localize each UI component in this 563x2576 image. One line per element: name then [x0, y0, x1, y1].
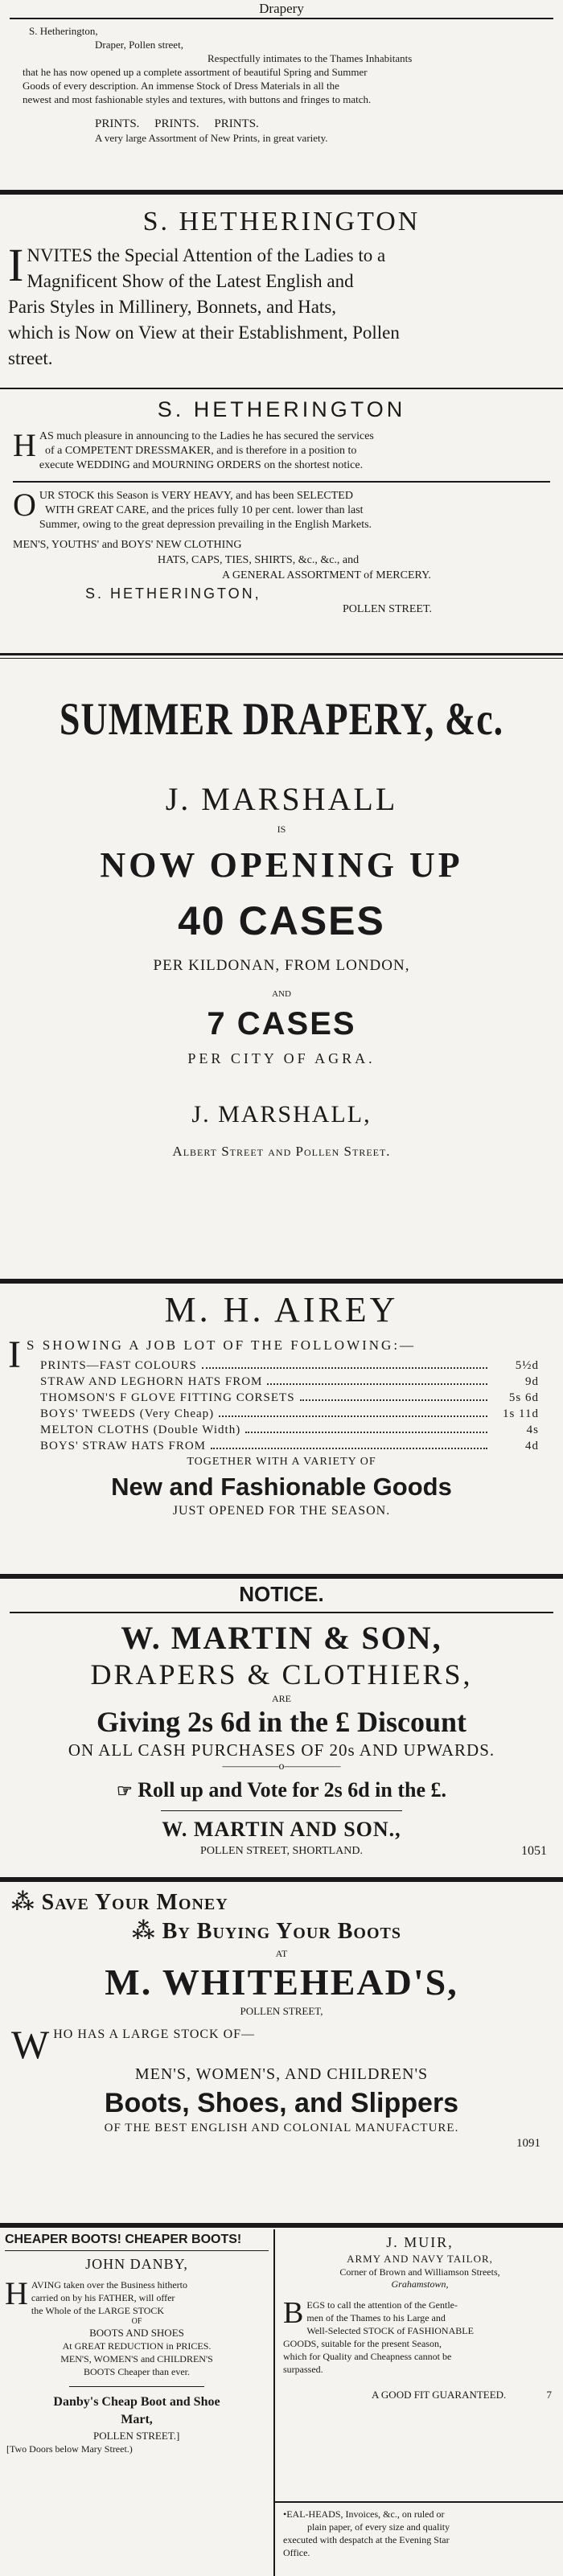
- rule-8: [275, 2501, 563, 2503]
- ad5-price-list: [40, 1358, 539, 1454]
- price-list-price: 5½d: [515, 1359, 539, 1372]
- ad6-short-rule: [161, 1810, 402, 1811]
- ad10-text4: Office.: [283, 2547, 310, 2558]
- section-title: Drapery: [259, 1, 304, 16]
- ad9-corner2: Grahamstown,: [391, 2278, 449, 2290]
- rule-5: [0, 1574, 563, 1579]
- ad8-of: OF: [131, 2317, 142, 2326]
- ad9-fit: A GOOD FIT GUARANTEED.: [372, 2389, 507, 2401]
- price-list-price: 5s 6d: [508, 1391, 539, 1404]
- header-rule: [10, 18, 553, 19]
- ad7-at: AT: [275, 1948, 288, 1959]
- ad10-text3: executed with despatch at the Evening Star: [283, 2534, 450, 2545]
- price-list-row: [40, 1438, 539, 1454]
- ad8-short-rule: [69, 2386, 204, 2387]
- ad3-name: S. HETHERINGTON: [157, 397, 406, 421]
- ad2-text3: Paris Styles in Millinery, Bonnets, and Hats,: [8, 297, 337, 317]
- price-list-item: STRAW AND LEGHORN HATS FROM: [40, 1375, 263, 1388]
- ad4-opening: NOW OPENING UP: [100, 845, 463, 885]
- ad8-text1: AVING taken over the Business hitherto: [31, 2279, 187, 2290]
- ad6-cash: ON ALL CASH PURCHASES OF 20s AND UPWARDS.: [68, 1740, 495, 1760]
- ad4-cases40: 40 CASES: [178, 898, 385, 943]
- ad9-text6: surpassed.: [283, 2364, 323, 2375]
- rule-6: [0, 1877, 563, 1882]
- price-list-item: PRINTS—FAST COLOURS: [40, 1359, 197, 1372]
- ad-airey: [8, 1290, 555, 1520]
- ad-danby: [5, 2231, 269, 2455]
- ad1-line1: Draper, Pollen street,: [95, 39, 183, 51]
- ad6-giving: Giving 2s 6d in the £ Discount: [96, 1706, 467, 1738]
- ad2-text5: street.: [8, 348, 53, 368]
- ad4-per2: PER CITY OF AGRA.: [187, 1050, 376, 1066]
- page-header: [0, 0, 563, 18]
- ad9-text4: GOODS, suitable for the present Season,: [283, 2338, 442, 2349]
- ad7-line1: Save Your Money: [41, 1890, 228, 1915]
- ad6-notice: NOTICE.: [239, 1582, 324, 1606]
- price-list-item: THOMSON'S F GLOVE FITTING CORSETS: [40, 1391, 295, 1404]
- price-list-row: [40, 1358, 539, 1374]
- ad10-text2: plain paper, of every size and quality: [307, 2521, 450, 2533]
- ad3-sig-name: S. HETHERINGTON,: [85, 585, 261, 602]
- ad6-roll: Roll up and Vote for 2s 6d in the £.: [138, 1778, 447, 1802]
- ad5-season: JUST OPENED FOR THE SEASON.: [172, 1504, 391, 1518]
- ad8-rule: [5, 2250, 269, 2251]
- ad-marshall: [0, 666, 563, 1161]
- ad3-text2: of a COMPETENT DRESSMAKER, and is therefore in a position to: [45, 445, 357, 457]
- ad7-name: M. WHITEHEAD'S,: [105, 1962, 458, 2003]
- ad8-text2: carried on by his FATHER, will offer: [31, 2292, 175, 2303]
- ad2-text4: which is Now on View at their Establishment, Pollen: [8, 323, 400, 343]
- ad6-are: ARE: [272, 1693, 291, 1704]
- ad-muir: [283, 2233, 557, 2403]
- ad4-per1: PER KILDONAN, FROM LONDON,: [153, 957, 410, 974]
- ad9-trade: ARMY AND NAVY TAILOR,: [347, 2253, 493, 2265]
- ad7-text2: MEN'S, WOMEN'S, AND CHILDREN'S: [134, 2065, 429, 2083]
- ad-evening-star: [283, 2508, 557, 2559]
- asterism-icon: ⁂: [132, 1919, 156, 1944]
- ad8-note: [Two Doors below Mary Street.): [6, 2443, 133, 2455]
- ad2-dropcap: I: [8, 239, 24, 291]
- ad6-rule: [10, 1612, 553, 1613]
- ad8-text7: BOOTS Cheaper than ever.: [84, 2366, 190, 2377]
- leader-dots: [211, 1448, 487, 1449]
- ad9-corner1: Corner of Brown and Williamson Streets,: [339, 2266, 500, 2278]
- ad6-name: W. MARTIN & SON,: [121, 1620, 442, 1656]
- ad3-clothing2: HATS, CAPS, TIES, SHIRTS, &c., &c., and: [158, 554, 360, 566]
- price-list-row: [40, 1406, 539, 1422]
- ad3-inner-rule: [13, 481, 550, 483]
- ad1-line4: Goods of every description. An immense Stock of Dress Materials in all the: [23, 80, 339, 92]
- ad1-line2: Respectfully intimates to the Thames Inhabitants: [208, 52, 413, 64]
- rule-4: [0, 1279, 563, 1284]
- ad-hetherington-millinery: [8, 206, 555, 372]
- ad1-line5: newest and most fashionable styles and textures, with buttons and fringes to match.: [23, 93, 372, 105]
- ad9-name: J. MUIR,: [386, 2234, 454, 2250]
- ad6-ornament: —————o—————: [222, 1760, 341, 1773]
- ad3-stock2: WITH GREAT CARE, and the prices fully 10 per cent. lower than last: [45, 504, 364, 516]
- ad1-prints: PRINTS. PRINTS. PRINTS.: [95, 117, 259, 130]
- ad1-name: S. Hetherington,: [29, 25, 98, 37]
- ad5-name: M. H. AIREY: [164, 1290, 399, 1329]
- ad9-text5: which for Quality and Cheapness cannot be: [283, 2351, 452, 2362]
- leader-dots: [245, 1432, 487, 1433]
- price-list-row: [40, 1422, 539, 1438]
- ad2-name: S. HETHERINGTON: [142, 207, 421, 236]
- ad1-assortment: A very large Assortment of New Prints, in great variety.: [95, 132, 328, 144]
- ad9-fit-num: 7: [546, 2389, 552, 2401]
- ad8-text5: At GREAT REDUCTION in PRICES.: [62, 2340, 212, 2352]
- ad4-sig-name: J. MARSHALL,: [191, 1101, 372, 1128]
- ad8-mart2: Mart,: [121, 2413, 153, 2426]
- pointing-hand-icon: ☞: [116, 1781, 133, 1801]
- ad5-intro: S SHOWING A JOB LOT OF THE FOLLOWING:—: [26, 1337, 417, 1353]
- ad4-sig-address: Albert Street and Pollen Street.: [172, 1144, 391, 1159]
- leader-dots: [300, 1399, 487, 1401]
- ad9-dropcap: B: [283, 2296, 304, 2330]
- ad7-goods: Boots, Shoes, and Slippers: [104, 2088, 459, 2118]
- ad1-line3: that he has now opened up a complete assortment of beautiful Spring and Summer: [23, 66, 368, 78]
- ad7-number: 1091: [516, 2137, 540, 2150]
- ad7-line2: By Buying Your Boots: [162, 1919, 401, 1944]
- ad3-clothing3: A GENERAL ASSORTMENT of MERCERY.: [222, 569, 431, 581]
- ad8-dropcap: H: [5, 2275, 28, 2311]
- ad3-text1: AS much pleasure in announcing to the Ladies he has secured the services: [39, 430, 374, 442]
- ad7-manufacture: OF THE BEST ENGLISH AND COLONIAL MANUFACTURE.: [104, 2122, 459, 2134]
- ad4-is: IS: [277, 824, 286, 835]
- ad2-text1: NVITES the Special Attention of the Ladies to a: [27, 245, 386, 265]
- leader-dots: [219, 1415, 487, 1417]
- ad-martin: [0, 1581, 563, 1859]
- ad8-mart1: Danby's Cheap Boot and Shoe: [53, 2395, 220, 2409]
- ad8-street: POLLEN STREET.]: [93, 2430, 180, 2442]
- ad5-dropcap: I: [8, 1333, 23, 1376]
- price-list-row: [40, 1374, 539, 1390]
- ad3-dropcap2: O: [13, 487, 36, 523]
- ad4-headline: SUMMER DRAPERY, &c.: [59, 692, 504, 745]
- rule-2: [0, 388, 563, 389]
- ad5-goods: New and Fashionable Goods: [111, 1473, 452, 1501]
- ad3-stock1: UR STOCK this Season is VERY HEAVY, and has been SELECTED: [39, 490, 353, 502]
- price-list-row: [40, 1390, 539, 1406]
- ad6-sig-street: POLLEN STREET, SHORTLAND.: [200, 1845, 363, 1857]
- ad8-text6: MEN'S, WOMEN'S and CHILDREN'S: [60, 2353, 213, 2364]
- ad7-street: POLLEN STREET,: [240, 2005, 323, 2017]
- asterism-icon: ⁂: [11, 1890, 35, 1915]
- ad4-cases7: 7 CASES: [207, 1006, 356, 1041]
- leader-dots: [202, 1367, 487, 1369]
- rule-7: [0, 2223, 563, 2228]
- ad6-number: 1051: [521, 1844, 547, 1858]
- ad3-clothing1: MEN'S, YOUTHS' and BOYS' NEW CLOTHING: [13, 539, 242, 551]
- rule-3: [0, 653, 563, 659]
- ad8-text4: BOOTS AND SHOES: [89, 2327, 184, 2339]
- ad8-text3: the Whole of the LARGE STOCK: [31, 2305, 165, 2316]
- ad3-stock3: Summer, owing to the great depression prevailing in the English Markets.: [39, 519, 372, 531]
- ad3-sig-street: POLLEN STREET.: [343, 603, 432, 615]
- ad-whitehead: [11, 1888, 552, 2151]
- ad9-text3: Well-Selected STOCK of FASHIONABLE: [306, 2325, 474, 2336]
- ad9-text2: men of the Thames to his Large and: [306, 2312, 446, 2323]
- ad7-text1: HO HAS A LARGE STOCK OF—: [53, 2028, 256, 2041]
- ad2-text2: Magnificent Show of the Latest English and: [27, 271, 354, 291]
- price-list-item: BOYS' STRAW HATS FROM: [40, 1440, 207, 1452]
- price-list-price: 4d: [525, 1440, 539, 1452]
- ad9-text1: EGS to call the attention of the Gentle-: [306, 2299, 458, 2311]
- ad7-dropcap: W: [11, 2022, 51, 2067]
- price-list-price: 9d: [525, 1375, 539, 1388]
- ad4-name: J. MARSHALL: [165, 781, 398, 817]
- price-list-item: MELTON CLOTHS (Double Width): [40, 1424, 241, 1436]
- ad3-text3: execute WEDDING and MOURNING ORDERS on the shortest notice.: [39, 459, 364, 471]
- ad8-headline: CHEAPER BOOTS! CHEAPER BOOTS!: [5, 2233, 242, 2246]
- ad8-name: JOHN DANBY,: [85, 2256, 188, 2272]
- ad6-trade: DRAPERS & CLOTHIERS,: [90, 1658, 473, 1691]
- ad4-and: AND: [272, 989, 291, 999]
- column-divider: [273, 2229, 275, 2576]
- ad10-text1: •EAL-HEADS, Invoices, &c., on ruled or: [283, 2508, 445, 2520]
- price-list-price: 1s 11d: [502, 1407, 539, 1420]
- ad5-together: TOGETHER WITH A VARIETY OF: [187, 1456, 376, 1468]
- leader-dots: [267, 1383, 487, 1385]
- price-list-price: 4s: [526, 1424, 539, 1436]
- price-list-item: BOYS' TWEEDS (Very Cheap): [40, 1407, 215, 1420]
- ad-hetherington-prints: [23, 24, 540, 145]
- rule-1: [0, 190, 563, 195]
- ad6-sig-name: W. MARTIN AND SON.,: [162, 1818, 401, 1841]
- ad3-dropcap: H: [13, 427, 36, 463]
- ad-hetherington-dressmaker: [13, 396, 550, 617]
